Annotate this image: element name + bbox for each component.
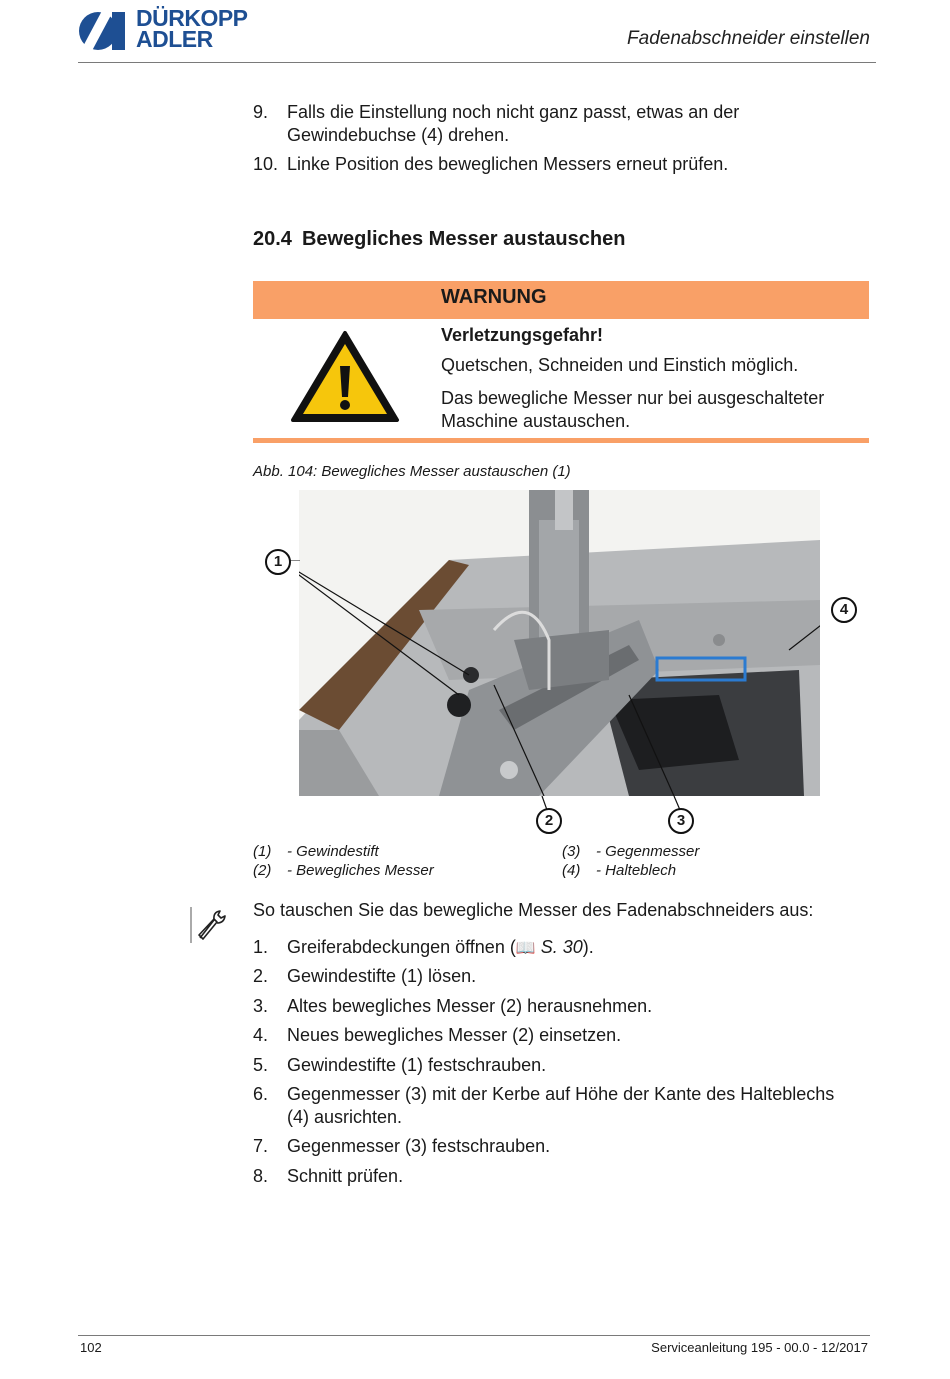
wrench-icon (190, 906, 228, 944)
sewing-machine-knife-illustration (299, 490, 820, 796)
step-text: Falls die Einstellung noch nicht ganz passt, etwas an der Gewindebuchse (4) drehen. (287, 102, 740, 145)
warning-triangle-icon (290, 330, 400, 424)
step-number: 8. (253, 1166, 269, 1186)
step-number: 6. (253, 1084, 269, 1104)
legend-item (562, 843, 699, 860)
callout-2: 2 (536, 808, 562, 834)
legend-number: (2) (253, 862, 272, 879)
step-number: 4. (253, 1025, 269, 1045)
warning-bottom-rule (253, 438, 869, 443)
legend-label: - Gewindestift (287, 843, 379, 860)
step-text-post: ). (582, 937, 594, 957)
step-number: 9. (253, 102, 269, 122)
legend-number: (1) (253, 843, 272, 860)
brand-line-1: DÜRKOPP (136, 5, 248, 31)
section-heading (253, 228, 625, 251)
warning-text-2: Das bewegliche Messer nur bei ausgeschalteter Maschine austauschen. (441, 388, 825, 431)
section-number: 20.4 (253, 228, 292, 250)
step-text: Schnitt prüfen. (287, 1166, 404, 1186)
list-item (253, 1165, 853, 1188)
step-number: 3. (253, 996, 269, 1016)
list-item (253, 1083, 853, 1129)
step-number: 5. (253, 1055, 269, 1075)
list-item (253, 101, 853, 147)
step-number: 7. (253, 1136, 269, 1156)
step-text: Altes bewegliches Messer (2) herausnehmen. (287, 996, 653, 1016)
legend-label: - Gegenmesser (596, 843, 700, 860)
footer-divider (78, 1335, 870, 1336)
warning-title: WARNUNG (441, 286, 547, 308)
step-text: Gewindestifte (1) lösen. (287, 966, 477, 986)
procedure-intro: So tauschen Sie das bewegliche Messer des Fadenabschneiders aus: (253, 900, 814, 920)
step-text: Linke Position des beweglichen Messers erneut prüfen. (287, 154, 729, 174)
brand-logo (78, 5, 268, 54)
machine-photo (299, 490, 820, 796)
step-text: Gegenmesser (3) festschrauben. (287, 1136, 551, 1156)
warning-header-bar (253, 281, 869, 319)
figure-caption: Abb. 104: Bewegliches Messer austauschen (1) (253, 463, 571, 480)
page-header-title: Fadenabschneider einstellen (627, 28, 870, 49)
step-text: Gegenmesser (3) mit der Kerbe auf Höhe der Kante des Halteblechs (4) ausrichten. (287, 1084, 835, 1127)
legend-number: (3) (562, 843, 581, 860)
callout-3: 3 (668, 808, 694, 834)
document-reference: Serviceanleitung 195 - 00.0 - 12/2017 (651, 1340, 868, 1355)
legend-item (253, 843, 379, 860)
step-number: 2. (253, 966, 269, 986)
step-text: Neues bewegliches Messer (2) einsetzen. (287, 1025, 622, 1045)
legend-label: - Halteblech (596, 862, 677, 879)
legend-label: - Bewegliches Messer (287, 862, 434, 879)
section-title: Bewegliches Messer austauschen (301, 228, 626, 250)
duerkopp-adler-logo-icon (78, 11, 130, 51)
brand-name (136, 5, 248, 52)
list-item (253, 965, 853, 988)
list-item (253, 1054, 853, 1077)
step-number: 10. (253, 154, 279, 174)
list-item (253, 995, 853, 1018)
list-item (253, 1024, 853, 1047)
step-text: Gewindestifte (1) festschrauben. (287, 1055, 547, 1075)
page-reference-link[interactable]: S. 30 (540, 937, 583, 957)
legend-number: (4) (562, 862, 581, 879)
book-icon: 📖 (515, 940, 536, 957)
list-item (253, 1135, 853, 1158)
callout-4: 4 (831, 597, 857, 623)
callout-1: 1 (265, 549, 291, 575)
list-item (253, 153, 853, 176)
step-text (287, 936, 853, 960)
header-divider (78, 62, 876, 63)
legend-item (562, 862, 676, 879)
step-number: 1. (253, 937, 269, 957)
warning-text-1: Quetschen, Schneiden und Einstich möglich. (441, 355, 799, 375)
legend-item (253, 862, 434, 879)
brand-line-2: ADLER (136, 26, 213, 52)
warning-subtitle: Verletzungsgefahr! (441, 325, 604, 345)
list-item (253, 936, 853, 960)
step-text-pre: Greiferabdeckungen öffnen ( (287, 937, 516, 957)
page-number: 102 (80, 1340, 102, 1355)
